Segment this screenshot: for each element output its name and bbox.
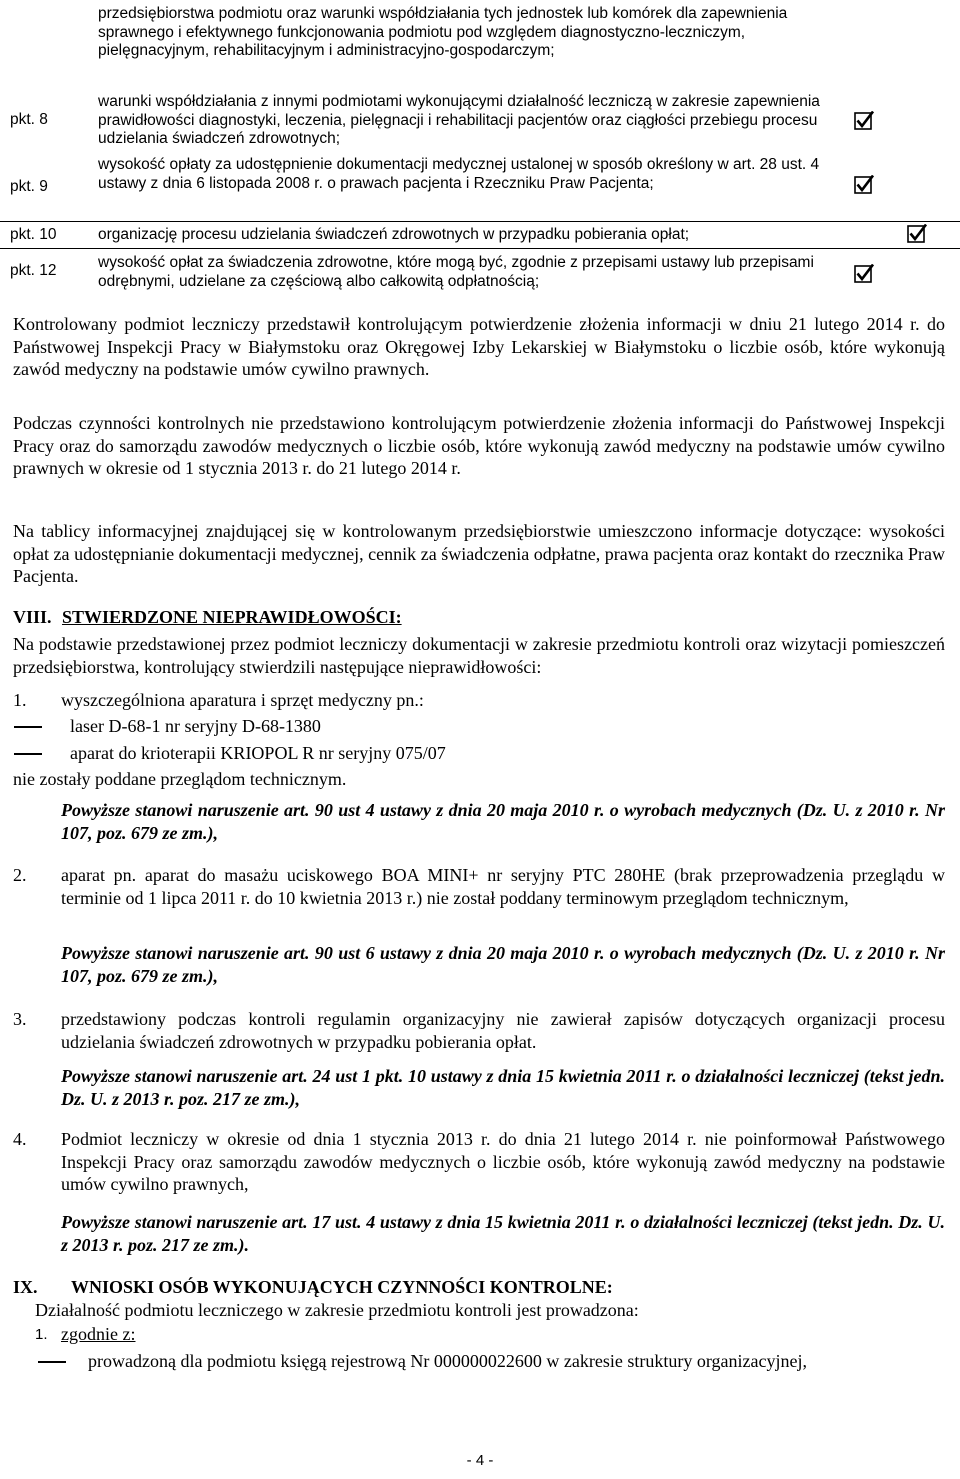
row-continued-text: przedsiębiorstwa podmiotu oraz warunki współdziałania tych jednostek lub komórek dla zapewnienia sprawnego i efektywnego funkcjonowania podmiotu pod względem diagnostyczno-leczniczym, pielęgnacyjnym, rehabilitacyjnym i administracyjno-gospodarczym; bbox=[98, 5, 788, 59]
equipment-laser: laser D-68-1 nr seryjny D-68-1380 bbox=[70, 716, 321, 736]
row-text: wysokość opłat za świadczenia zdrowotne, które mogą być, zgodnie z przepisami ustawy lub przepisami odrębnymi, udzielane za częściową albo całkowitą odpłatnością; bbox=[98, 254, 814, 290]
violation-note: Powyższe stanowi naruszenie art. 90 ust 4 ustawy z dnia 20 maja 2010 r. o wyrobach medycznych (Dz. U. z 2010 r. Nr 107, poz. 679 ze zm.), bbox=[61, 800, 945, 843]
list-item-text: aparat pn. aparat do masażu uciskowego BOA MINI+ nr seryjny PTC 280HE (brak przeprowadzenia przeglądu w terminie od 1 lipca 2011 r. do 10 kwietnia 2013 r.) nie został poddany terminowym przeglądom technicznym, bbox=[61, 865, 945, 908]
list-number: 4. bbox=[13, 1129, 27, 1149]
list-item-label: zgodnie z: bbox=[61, 1324, 136, 1344]
paragraph-missing-notification: Podczas czynności kontrolnych nie przedstawiono kontrolującym potwierdzenie złożenia informacji do Państwowej Inspekcji Pracy oraz do samorządu zawodów medycznych o liczbie osób, które wykonują zawód medyczny na podstawie umów cywilno prawnych w okresie od 1 stycznia 2013 r. do 21 lutego 2014 r. bbox=[13, 413, 945, 478]
row-label: pkt. 8 bbox=[10, 111, 48, 128]
violation-note: Powyższe stanowi naruszenie art. 24 ust 1 pkt. 10 ustawy z dnia 15 kwietnia 2011 r. o działalności leczniczej (tekst jedn. Dz. U. z 2013 r. poz. 217 ze zm.), bbox=[61, 1066, 945, 1109]
dash-bullet bbox=[14, 726, 42, 728]
list-number: 2. bbox=[13, 865, 27, 885]
list-item-text: Podmiot leczniczy w okresie od dnia 1 stycznia 2013 r. do dnia 21 lutego 2014 r. nie poinformował Państwowego Inspekcji Pracy oraz samorządu zawodów medycznych o liczbie osób, które wykonują zawód medyczny na podstawie umów cywilno prawnych, bbox=[61, 1129, 945, 1194]
checked-checkbox-icon bbox=[854, 264, 874, 284]
dash-list-item bbox=[0, 1350, 960, 1400]
row-label: pkt. 10 bbox=[10, 226, 57, 243]
section-heading-viii bbox=[13, 606, 402, 628]
section-number: VIII. bbox=[13, 607, 52, 627]
registry-book: prowadzoną dla podmiotu księgą rejestrową Nr 000000022600 w zakresie struktury organizacyjnej, bbox=[88, 1351, 807, 1371]
checked-checkbox-icon bbox=[854, 175, 874, 195]
list-item-tail: nie zostały poddane przeglądom technicznym. bbox=[13, 769, 347, 789]
section-heading-ix bbox=[13, 1276, 613, 1298]
paragraph-notification: Kontrolowany podmiot leczniczy przedstawił kontrolującym potwierdzenie złożenia informacji w dniu 21 lutego 2014 r. do Państwowej Inspekcji Pracy w Białymstoku oraz Okręgowej Izby Lekarskiej w Białymstoku o liczbie osób, które wykonują zawód medyczny na podstawie umów cywilno prawnych. bbox=[13, 314, 945, 379]
violation-note: Powyższe stanowi naruszenie art. 90 ust 6 ustawy z dnia 20 maja 2010 r. o wyrobach medycznych (Dz. U. z 2010 r. Nr 107, poz. 679 ze zm.), bbox=[61, 943, 945, 986]
row-text: warunki współdziałania z innymi podmiotami wykonującymi działalność leczniczą w zakresie zapewnienia prawidłowości diagnostyki, leczenia, pielęgnacji i rehabilitacji pacjentów oraz ciągłości przebiegu procesu udzielania świadczeń zdrowotnych; bbox=[98, 93, 820, 147]
checked-checkbox-icon bbox=[854, 111, 874, 131]
table-divider bbox=[0, 221, 960, 222]
dash-bullet bbox=[14, 753, 42, 755]
page-number: - 4 - bbox=[466, 1452, 494, 1469]
section-number: IX. bbox=[13, 1277, 38, 1297]
equipment-cryotherapy: aparat do krioterapii KRIOPOL R nr seryjny 075/07 bbox=[70, 743, 446, 763]
list-item-text: przedstawiony podczas kontroli regulamin organizacyjny nie zawierał zapisów dotyczących organizacji procesu udzielania świadczeń zdrowotnych w przypadku pobierania opłat. bbox=[61, 1009, 945, 1052]
list-item-text: wyszczególniona aparatura i sprzęt medyczny pn.: bbox=[61, 690, 424, 710]
violation-note: Powyższe stanowi naruszenie art. 17 ust. 4 ustawy z dnia 15 kwietnia 2011 r. o działalności leczniczej (tekst jedn. Dz. U. z 2013 r. poz. 217 ze zm.). bbox=[61, 1212, 945, 1255]
section-intro: Działalność podmiotu leczniczego w zakresie przedmiotu kontroli jest prowadzona: bbox=[35, 1300, 639, 1320]
checked-checkbox-icon bbox=[907, 224, 927, 244]
dash-bullet bbox=[38, 1361, 66, 1363]
list-number: 1. bbox=[35, 1326, 48, 1343]
row-label: pkt. 9 bbox=[10, 178, 48, 195]
section-intro: Na podstawie przedstawionej przez podmiot leczniczy dokumentacji w zakresie przedmiotu kontroli oraz wizytacji pomieszczeń przedsiębiorstwa, kontrolujący stwierdzili następujące nieprawidłowości: bbox=[13, 634, 945, 677]
row-text: wysokość opłaty za udostępnienie dokumentacji medycznej ustalonej w sposób określony w art. 28 ust. 4 ustawy z dnia 6 listopada 2008 r. o prawach pacjenta i Rzeczniku Praw Pacjenta; bbox=[98, 156, 820, 192]
table-divider bbox=[0, 248, 960, 249]
paragraph-notice-board: Na tablicy informacyjnej znajdującej się w kontrolowanym przedsiębiorstwie umieszczono informacje dotyczące: wysokości opłat za udostępnianie dokumentacji medycznej, cennik za świadczenia odpłatne, prawa pacjenta oraz kontakt do rzecznika Praw Pacjenta. bbox=[13, 521, 945, 586]
row-label: pkt. 12 bbox=[10, 262, 57, 279]
list-number: 1. bbox=[13, 690, 27, 710]
row-text: organizację procesu udzielania świadczeń zdrowotnych w przypadku pobierania opłat; bbox=[98, 226, 690, 243]
section-title: STWIERDZONE NIEPRAWIDŁOWOŚCI: bbox=[62, 607, 402, 627]
section-title: WNIOSKI OSÓB WYKONUJĄCYCH CZYNNOŚCI KONTROLNE: bbox=[71, 1277, 613, 1297]
list-number: 3. bbox=[13, 1009, 27, 1029]
